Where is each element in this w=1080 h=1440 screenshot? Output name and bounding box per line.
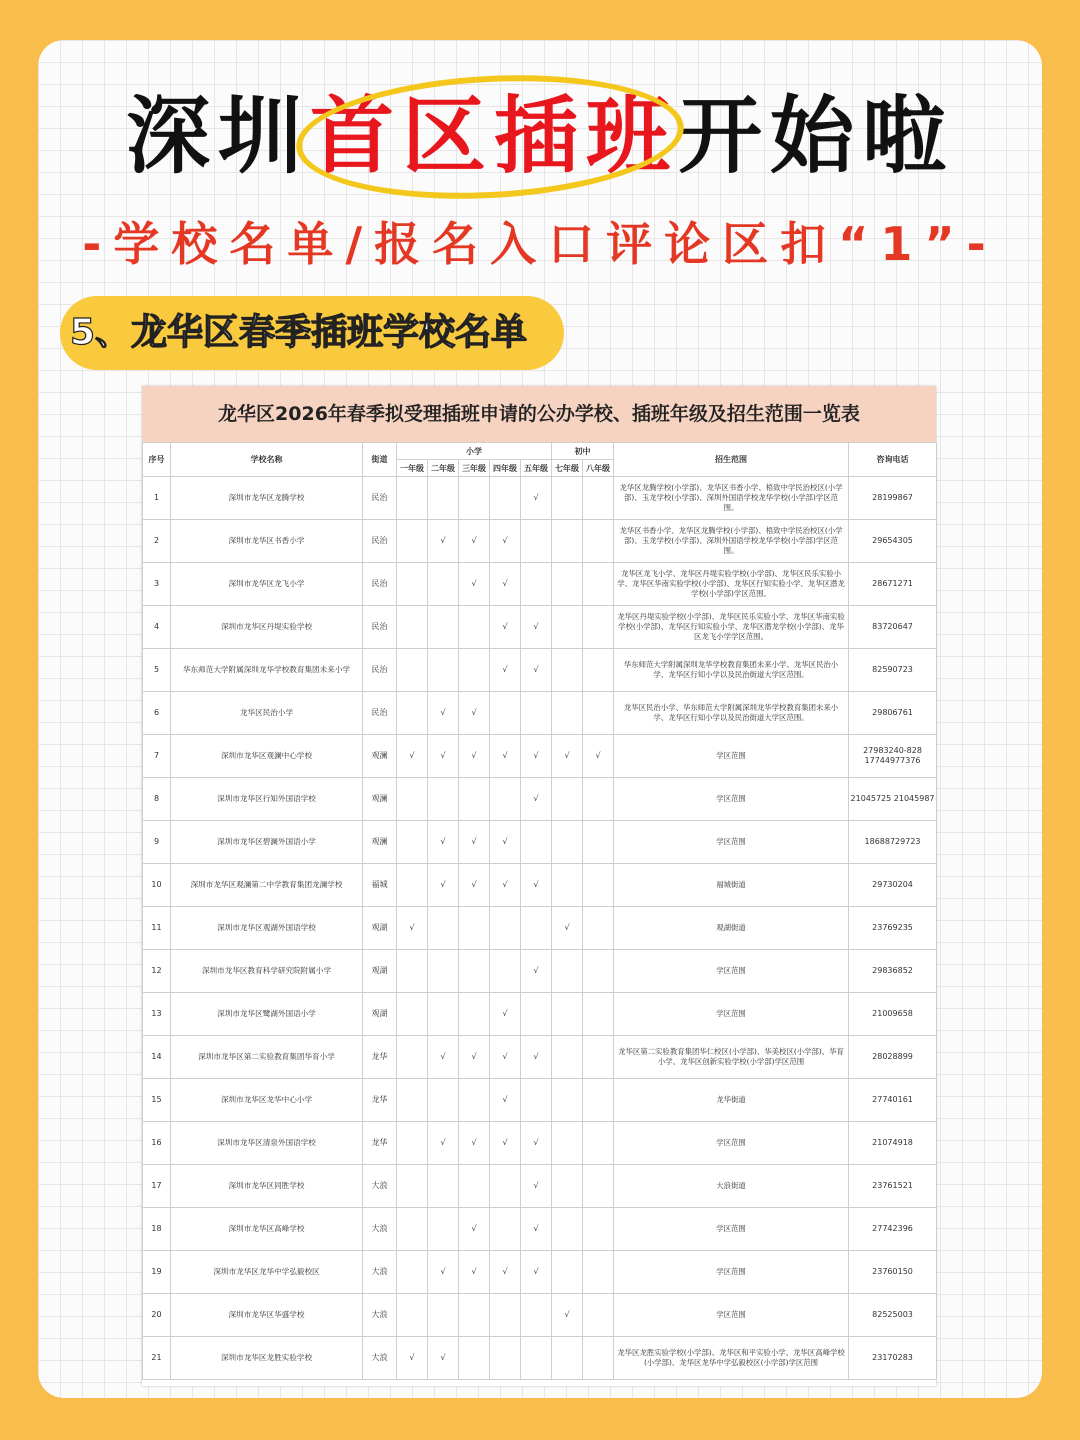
cell-grade — [583, 993, 614, 1036]
cell-grade: √ — [428, 1036, 459, 1079]
cell-seq: 15 — [143, 1079, 171, 1122]
table-row — [143, 907, 937, 950]
cell-grade: √ — [428, 1337, 459, 1380]
cell-grade — [583, 606, 614, 649]
headline-prefix: 深圳 — [125, 87, 310, 185]
cell-phone: 29654305 — [849, 520, 937, 563]
cell-grade — [459, 649, 490, 692]
cell-grade — [397, 563, 428, 606]
cell-seq: 14 — [143, 1036, 171, 1079]
cell-grade — [459, 1337, 490, 1380]
cell-grade — [428, 563, 459, 606]
cell-phone: 29836852 — [849, 950, 937, 993]
table-row — [143, 649, 937, 692]
cell-grade: √ — [521, 477, 552, 520]
table-row — [143, 950, 937, 993]
cell-grade: √ — [521, 864, 552, 907]
cell-grade: √ — [459, 864, 490, 907]
cell-grade — [583, 907, 614, 950]
table-row — [143, 1079, 937, 1122]
cell-scope: 龙华区龙胜实验学校(小学部)、龙华区和平实验小学、龙华区高峰学校(小学部)、龙华区龙华中学弘毅校区(小学部)学区范围 — [614, 1337, 849, 1380]
cell-grade — [552, 821, 583, 864]
cell-school: 深圳市龙华区龙华中学弘毅校区 — [171, 1251, 363, 1294]
cell-grade — [397, 649, 428, 692]
cell-grade: √ — [490, 1079, 521, 1122]
cell-grade — [397, 821, 428, 864]
cell-street: 大浪 — [363, 1208, 397, 1251]
cell-grade: √ — [521, 735, 552, 778]
cell-seq: 7 — [143, 735, 171, 778]
cell-school: 深圳市龙华区清泉外国语学校 — [171, 1122, 363, 1165]
cell-seq: 12 — [143, 950, 171, 993]
table-row — [143, 1251, 937, 1294]
cell-street: 龙华 — [363, 1122, 397, 1165]
cell-phone: 23761521 — [849, 1165, 937, 1208]
header-grade: 一年级 — [397, 460, 428, 477]
cell-scope: 学区范围 — [614, 821, 849, 864]
cell-grade — [583, 1294, 614, 1337]
cell-grade — [583, 864, 614, 907]
cell-phone: 18688729723 — [849, 821, 937, 864]
cell-seq: 10 — [143, 864, 171, 907]
cell-grade — [490, 1337, 521, 1380]
cell-grade — [583, 1165, 614, 1208]
section-pill: 5、龙华区春季插班学校名单 — [60, 296, 564, 370]
cell-phone: 27983240-828 17744977376 — [849, 735, 937, 778]
cell-street: 大浪 — [363, 1251, 397, 1294]
table-row — [143, 821, 937, 864]
cell-phone: 29806761 — [849, 692, 937, 735]
cell-grade — [459, 778, 490, 821]
cell-street: 观湖 — [363, 907, 397, 950]
cell-school: 深圳市龙华区同胜学校 — [171, 1165, 363, 1208]
cell-grade — [552, 563, 583, 606]
header-scope: 招生范围 — [614, 443, 849, 477]
cell-phone: 28671271 — [849, 563, 937, 606]
table-row — [143, 1337, 937, 1380]
table-row — [143, 778, 937, 821]
cell-school: 深圳市龙华区龙飞小学 — [171, 563, 363, 606]
cell-seq: 13 — [143, 993, 171, 1036]
cell-school: 深圳市龙华区教育科学研究院附属小学 — [171, 950, 363, 993]
cell-scope: 学区范围 — [614, 778, 849, 821]
cell-grade — [583, 477, 614, 520]
cell-seq: 2 — [143, 520, 171, 563]
cell-grade: √ — [428, 1251, 459, 1294]
cell-grade: √ — [490, 821, 521, 864]
cell-grade — [490, 1208, 521, 1251]
cell-scope: 学区范围 — [614, 1122, 849, 1165]
cell-grade — [397, 1036, 428, 1079]
cell-grade — [428, 606, 459, 649]
cell-grade — [428, 993, 459, 1036]
cell-seq: 19 — [143, 1251, 171, 1294]
cell-phone: 82590723 — [849, 649, 937, 692]
cell-grade — [459, 950, 490, 993]
cell-street: 观湖 — [363, 993, 397, 1036]
cell-school: 深圳市龙华区书香小学 — [171, 520, 363, 563]
cell-school: 深圳市龙华区华盛学校 — [171, 1294, 363, 1337]
cell-school: 深圳市龙华区观澜中心学校 — [171, 735, 363, 778]
cell-grade — [490, 1294, 521, 1337]
cell-grade — [521, 821, 552, 864]
cell-scope: 学区范围 — [614, 1208, 849, 1251]
cell-seq: 3 — [143, 563, 171, 606]
cell-grade — [552, 1208, 583, 1251]
header-grade: 二年级 — [428, 460, 459, 477]
cell-grade — [459, 606, 490, 649]
cell-grade — [428, 950, 459, 993]
cell-street: 民治 — [363, 649, 397, 692]
cell-grade: √ — [428, 692, 459, 735]
cell-street: 大浪 — [363, 1294, 397, 1337]
cell-school: 深圳市龙华区丹堤实验学校 — [171, 606, 363, 649]
cell-grade — [552, 477, 583, 520]
cell-grade: √ — [521, 1036, 552, 1079]
cell-grade — [428, 1208, 459, 1251]
header-grade: 七年级 — [552, 460, 583, 477]
header-school: 学校名称 — [171, 443, 363, 477]
cell-scope: 学区范围 — [614, 993, 849, 1036]
header-junior: 初中 — [552, 443, 614, 460]
cell-street: 民治 — [363, 606, 397, 649]
cell-school: 龙华区民治小学 — [171, 692, 363, 735]
cell-grade — [428, 1165, 459, 1208]
cell-grade — [490, 950, 521, 993]
cell-grade — [521, 692, 552, 735]
cell-grade — [397, 1165, 428, 1208]
cell-scope: 学区范围 — [614, 950, 849, 993]
cell-grade — [583, 950, 614, 993]
school-table — [142, 442, 937, 1380]
header-grade: 四年级 — [490, 460, 521, 477]
cell-grade: √ — [490, 993, 521, 1036]
headline-highlight-text: 首区插班 — [309, 87, 678, 185]
cell-seq: 4 — [143, 606, 171, 649]
cell-grade: √ — [397, 1337, 428, 1380]
cell-grade: √ — [490, 735, 521, 778]
cell-phone: 27740161 — [849, 1079, 937, 1122]
cell-grade: √ — [521, 1165, 552, 1208]
cell-grade — [552, 606, 583, 649]
cell-phone: 29730204 — [849, 864, 937, 907]
cell-grade — [521, 520, 552, 563]
cell-scope: 华东师范大学附属深圳龙华学校教育集团未来小学、龙华区民治小学、龙华区行知小学以及民治街道大学区范围。 — [614, 649, 849, 692]
cell-grade: √ — [459, 1036, 490, 1079]
cell-grade — [583, 520, 614, 563]
cell-scope: 龙华区第二实验教育集团华仁校区(小学部)、华美校区(小学部)、华育小学、龙华区创新实验学校(小学部)学区范围 — [614, 1036, 849, 1079]
cell-scope: 观湖街道 — [614, 907, 849, 950]
cell-street: 大浪 — [363, 1337, 397, 1380]
cell-phone: 27742396 — [849, 1208, 937, 1251]
cell-phone: 28199867 — [849, 477, 937, 520]
cell-grade: √ — [521, 1122, 552, 1165]
cell-grade: √ — [490, 1251, 521, 1294]
cell-grade — [428, 477, 459, 520]
cell-grade — [490, 1165, 521, 1208]
cell-scope: 龙华区丹堤实验学校(小学部)、龙华区民乐实验小学、龙华区华南实验学校(小学部)、龙华区行知实验小学、龙华区潜龙学校(小学部)、龙华区龙飞小学学区范围。 — [614, 606, 849, 649]
cell-seq: 6 — [143, 692, 171, 735]
cell-phone: 23170283 — [849, 1337, 937, 1380]
cell-grade: √ — [521, 606, 552, 649]
header-street: 街道 — [363, 443, 397, 477]
cell-grade — [397, 993, 428, 1036]
cell-phone: 23769235 — [849, 907, 937, 950]
cell-grade — [552, 649, 583, 692]
cell-grade: √ — [397, 907, 428, 950]
table-row — [143, 563, 937, 606]
cell-grade — [397, 864, 428, 907]
cell-street: 福城 — [363, 864, 397, 907]
cell-grade — [397, 606, 428, 649]
cell-scope: 龙华区书香小学、龙华区龙腾学校(小学部)、梧致中学民治校区(小学部)、玉龙学校(小学部)、深圳外国语学校龙华学校(小学部)学区范围。 — [614, 520, 849, 563]
cell-grade — [583, 821, 614, 864]
cell-grade: √ — [521, 778, 552, 821]
cell-grade — [583, 1079, 614, 1122]
cell-seq: 8 — [143, 778, 171, 821]
headline-suffix: 开始啦 — [678, 87, 955, 185]
cell-seq: 18 — [143, 1208, 171, 1251]
cell-scope: 福城街道 — [614, 864, 849, 907]
table-row — [143, 520, 937, 563]
cell-grade — [428, 907, 459, 950]
cell-school: 深圳市龙华区观澜第二中学教育集团龙澜学校 — [171, 864, 363, 907]
cell-grade: √ — [459, 735, 490, 778]
cell-school: 华东师范大学附属深圳龙华学校教育集团未来小学 — [171, 649, 363, 692]
cell-grade — [490, 477, 521, 520]
cell-scope: 学区范围 — [614, 1294, 849, 1337]
cell-grade — [397, 1251, 428, 1294]
cell-grade — [521, 907, 552, 950]
cell-street: 观湖 — [363, 950, 397, 993]
cell-grade — [490, 778, 521, 821]
cell-seq: 9 — [143, 821, 171, 864]
cell-grade — [459, 1079, 490, 1122]
cell-grade: √ — [459, 1208, 490, 1251]
table-row — [143, 1294, 937, 1337]
cell-seq: 1 — [143, 477, 171, 520]
cell-grade: √ — [552, 907, 583, 950]
cell-grade — [397, 692, 428, 735]
cell-street: 民治 — [363, 477, 397, 520]
cell-grade — [583, 563, 614, 606]
cell-grade: √ — [428, 520, 459, 563]
cell-grade — [583, 692, 614, 735]
cell-scope: 龙华区民治小学、华东师范大学附属深圳龙华学校教育集团未来小学、龙华区行知小学以及民治街道大学区范围。 — [614, 692, 849, 735]
cell-phone: 82525003 — [849, 1294, 937, 1337]
cell-phone: 21009658 — [849, 993, 937, 1036]
cell-school: 深圳市龙华区龙腾学校 — [171, 477, 363, 520]
header-seq: 序号 — [143, 443, 171, 477]
cell-grade — [552, 1079, 583, 1122]
table-row — [143, 993, 937, 1036]
cell-street: 龙华 — [363, 1036, 397, 1079]
cell-school: 深圳市龙华区龙胜实验学校 — [171, 1337, 363, 1380]
cell-phone: 83720647 — [849, 606, 937, 649]
cell-school: 深圳市龙华区鹭湖外国语小学 — [171, 993, 363, 1036]
cell-phone: 21045725 21045987 — [849, 778, 937, 821]
cell-grade — [552, 1122, 583, 1165]
table-row — [143, 864, 937, 907]
cell-grade — [552, 1036, 583, 1079]
cell-street: 民治 — [363, 563, 397, 606]
cell-grade: √ — [459, 692, 490, 735]
cell-grade: √ — [459, 821, 490, 864]
cell-grade — [583, 649, 614, 692]
cell-grade — [397, 1208, 428, 1251]
cell-school: 深圳市龙华区观湖外国语学校 — [171, 907, 363, 950]
cell-grade — [552, 950, 583, 993]
cell-seq: 5 — [143, 649, 171, 692]
cell-grade — [552, 864, 583, 907]
cell-scope: 龙华街道 — [614, 1079, 849, 1122]
cell-grade — [583, 1251, 614, 1294]
cell-grade — [583, 1122, 614, 1165]
cell-grade — [397, 1122, 428, 1165]
cell-phone: 21074918 — [849, 1122, 937, 1165]
cell-seq: 11 — [143, 907, 171, 950]
cell-grade — [397, 950, 428, 993]
cell-grade — [552, 1251, 583, 1294]
cell-grade — [459, 993, 490, 1036]
cell-grade — [583, 778, 614, 821]
cell-grade: √ — [490, 606, 521, 649]
subtitle: -学校名单/报名入口评论区扣“1”- — [82, 217, 998, 271]
cell-street: 龙华 — [363, 1079, 397, 1122]
cell-grade — [552, 778, 583, 821]
cell-school: 深圳市龙华区碧澜外国语小学 — [171, 821, 363, 864]
headline — [38, 88, 1042, 184]
cell-grade — [552, 1165, 583, 1208]
cell-grade: √ — [521, 649, 552, 692]
cell-seq: 17 — [143, 1165, 171, 1208]
cell-grade — [397, 477, 428, 520]
cell-grade: √ — [521, 950, 552, 993]
table-row — [143, 1122, 937, 1165]
cell-grade — [552, 692, 583, 735]
cell-grade — [397, 1079, 428, 1122]
cell-grade: √ — [459, 1122, 490, 1165]
cell-grade: √ — [521, 1251, 552, 1294]
cell-grade: √ — [490, 1122, 521, 1165]
cell-grade — [428, 649, 459, 692]
cell-school: 深圳市龙华区高峰学校 — [171, 1208, 363, 1251]
header-phone: 咨询电话 — [849, 443, 937, 477]
table-row — [143, 1208, 937, 1251]
cell-scope: 学区范围 — [614, 735, 849, 778]
table-row — [143, 692, 937, 735]
cell-grade: √ — [521, 1208, 552, 1251]
cell-street: 民治 — [363, 692, 397, 735]
cell-grade: √ — [428, 821, 459, 864]
cell-grade — [428, 1079, 459, 1122]
cell-street: 观澜 — [363, 778, 397, 821]
cell-grade: √ — [490, 649, 521, 692]
header-primary: 小学 — [397, 443, 552, 460]
header-grade: 三年级 — [459, 460, 490, 477]
cell-grade — [459, 477, 490, 520]
cell-phone: 23760150 — [849, 1251, 937, 1294]
cell-grade — [397, 520, 428, 563]
cell-grade — [459, 907, 490, 950]
cell-street: 大浪 — [363, 1165, 397, 1208]
cell-grade: √ — [397, 735, 428, 778]
cell-seq: 21 — [143, 1337, 171, 1380]
cell-grade: √ — [490, 520, 521, 563]
cell-scope: 大浪街道 — [614, 1165, 849, 1208]
cell-grade: √ — [428, 735, 459, 778]
cell-grade — [583, 1337, 614, 1380]
cell-seq: 16 — [143, 1122, 171, 1165]
cell-grade: √ — [490, 1036, 521, 1079]
cell-grade — [459, 1165, 490, 1208]
cell-grade: √ — [490, 563, 521, 606]
cell-grade — [583, 1036, 614, 1079]
cell-grade — [397, 1294, 428, 1337]
cell-grade: √ — [552, 735, 583, 778]
header-grade: 五年级 — [521, 460, 552, 477]
cell-scope: 学区范围 — [614, 1251, 849, 1294]
table-row — [143, 1036, 937, 1079]
cell-grade — [428, 778, 459, 821]
cell-grade — [583, 1208, 614, 1251]
cell-grade — [521, 993, 552, 1036]
cell-grade — [521, 563, 552, 606]
cell-grade: √ — [459, 1251, 490, 1294]
cell-seq: 20 — [143, 1294, 171, 1337]
cell-grade: √ — [490, 864, 521, 907]
cell-grade — [490, 692, 521, 735]
poster-card — [38, 40, 1042, 1398]
cell-street: 观澜 — [363, 821, 397, 864]
cell-street: 民治 — [363, 520, 397, 563]
cell-grade — [397, 778, 428, 821]
table-row — [143, 1165, 937, 1208]
headline-highlight — [310, 88, 678, 184]
cell-grade — [490, 907, 521, 950]
cell-street: 观澜 — [363, 735, 397, 778]
table-row — [143, 735, 937, 778]
cell-grade: √ — [428, 864, 459, 907]
cell-school: 深圳市龙华区第二实验教育集团华育小学 — [171, 1036, 363, 1079]
header-grade: 八年级 — [583, 460, 614, 477]
table-title: 龙华区2026年春季拟受理插班申请的公办学校、插班年级及招生范围一览表 — [142, 386, 936, 442]
cell-grade — [521, 1337, 552, 1380]
cell-grade — [521, 1294, 552, 1337]
cell-grade: √ — [459, 520, 490, 563]
cell-grade: √ — [459, 563, 490, 606]
table-row — [143, 477, 937, 520]
table-row — [143, 606, 937, 649]
cell-grade — [552, 520, 583, 563]
cell-grade — [552, 993, 583, 1036]
cell-school: 深圳市龙华区龙华中心小学 — [171, 1079, 363, 1122]
cell-grade: √ — [552, 1294, 583, 1337]
cell-phone: 28028899 — [849, 1036, 937, 1079]
cell-grade — [459, 1294, 490, 1337]
cell-grade: √ — [428, 1122, 459, 1165]
cell-grade — [428, 1294, 459, 1337]
cell-school: 深圳市龙华区行知外国语学校 — [171, 778, 363, 821]
cell-scope: 龙华区龙腾学校(小学部)、龙华区书香小学、梧致中学民治校区(小学部)、玉龙学校(小学部)、深圳外国语学校龙华学校(小学部)学区范围。 — [614, 477, 849, 520]
cell-grade — [552, 1337, 583, 1380]
cell-grade — [521, 1079, 552, 1122]
cell-grade: √ — [583, 735, 614, 778]
document-sheet — [142, 386, 936, 1386]
cell-scope: 龙华区龙飞小学、龙华区丹堤实验学校(小学部)、龙华区民乐实验小学、龙华区华南实验学校(小学部)、龙华区行知实验小学、龙华区潜龙学校(小学部)学区范围。 — [614, 563, 849, 606]
